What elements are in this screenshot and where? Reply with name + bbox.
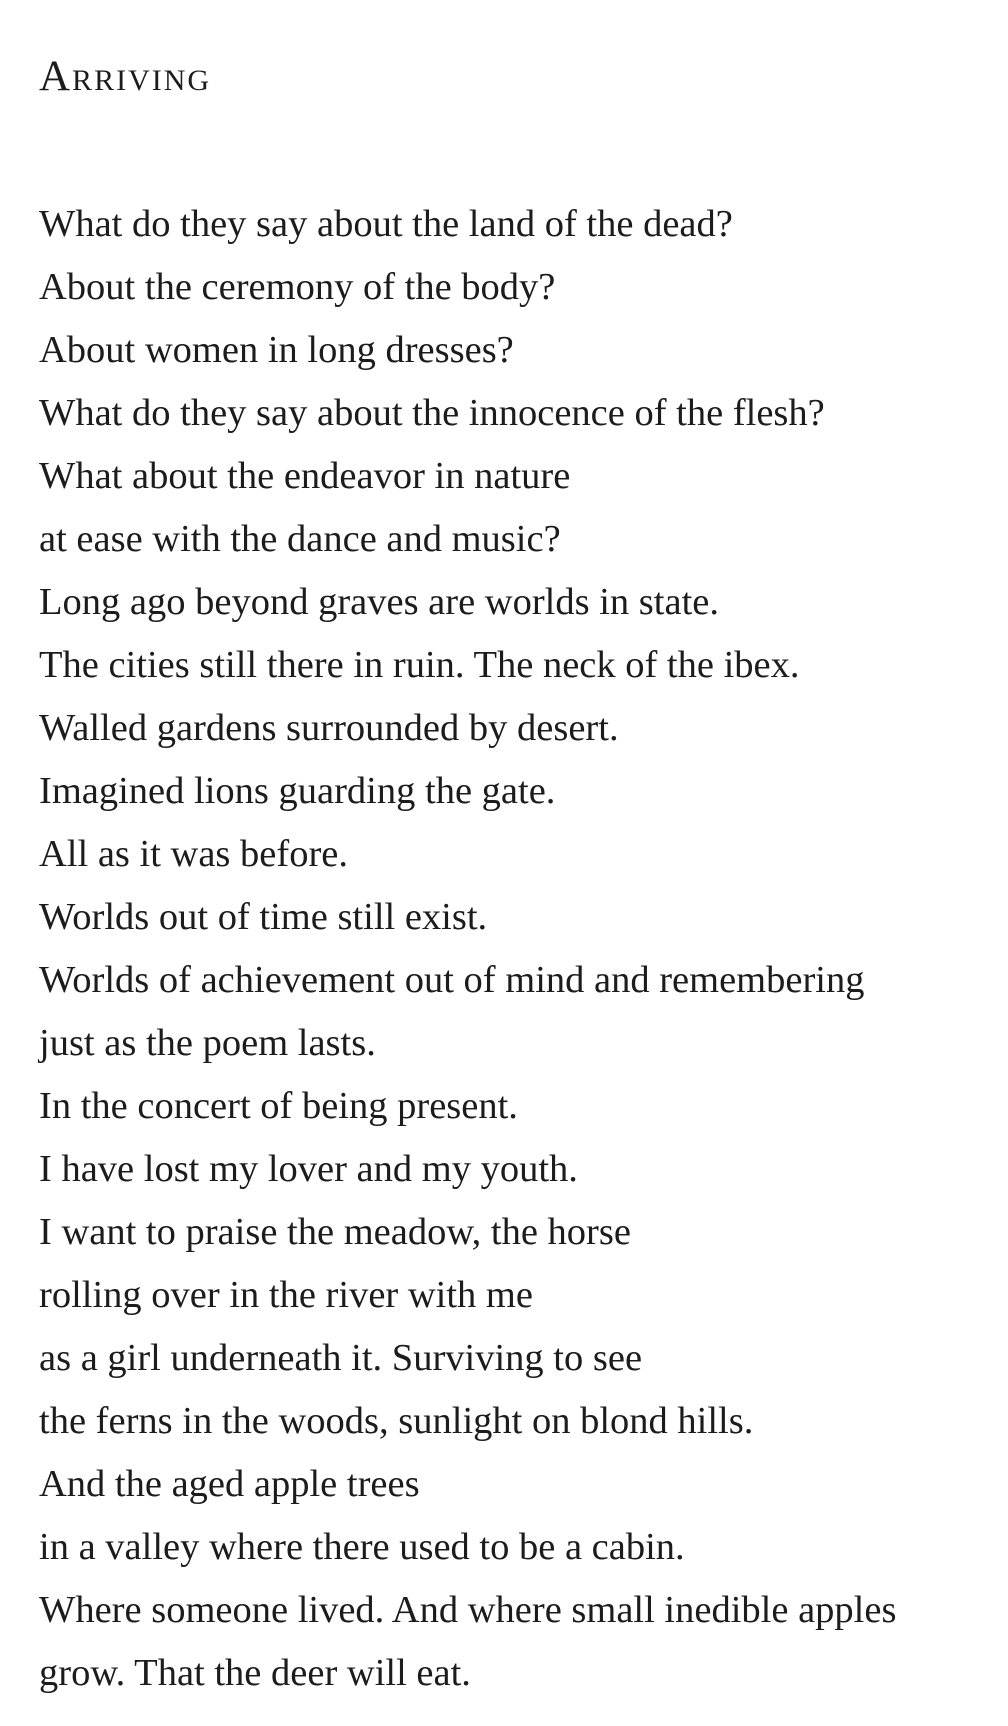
poem-line: The cities still there in ruin. The neck of the ibex. <box>39 644 800 686</box>
poem-line: What do they say about the innocence of the flesh? <box>39 392 825 434</box>
poem-body <box>39 193 896 1705</box>
poem-line: About women in long dresses? <box>39 329 514 371</box>
poem-line: grow. That the deer will eat. <box>39 1652 471 1694</box>
poem-line: the ferns in the woods, sunlight on blond hills. <box>39 1400 754 1442</box>
poem-title: Arriving <box>39 53 212 100</box>
poem-line: Worlds out of time still exist. <box>39 896 488 938</box>
poem-line: In the concert of being present. <box>39 1085 518 1127</box>
poem-line: just as the poem lasts. <box>39 1022 376 1064</box>
poem-line: in a valley where there used to be a cabin. <box>39 1526 685 1568</box>
poem-line: Long ago beyond graves are worlds in state. <box>39 581 719 623</box>
poem-line: rolling over in the river with me <box>39 1274 533 1316</box>
poem-line: All as it was before. <box>39 833 348 875</box>
poem-line: What do they say about the land of the dead? <box>39 203 733 245</box>
poem-line: Worlds of achievement out of mind and remembering <box>39 959 865 1001</box>
poem-line: Imagined lions guarding the gate. <box>39 770 556 812</box>
poem-line: as a girl underneath it. Surviving to see <box>39 1337 643 1379</box>
poem-line: Walled gardens surrounded by desert. <box>39 707 619 749</box>
poem-line: Where someone lived. And where small inedible apples <box>39 1589 897 1631</box>
poem-line: at ease with the dance and music? <box>39 518 561 560</box>
poem-line: I have lost my lover and my youth. <box>39 1148 578 1190</box>
poem-line: About the ceremony of the body? <box>39 266 556 308</box>
poem-line: What about the endeavor in nature <box>39 455 571 497</box>
poem-line: And the aged apple trees <box>39 1463 420 1505</box>
poem-line: I want to praise the meadow, the horse <box>39 1211 631 1253</box>
